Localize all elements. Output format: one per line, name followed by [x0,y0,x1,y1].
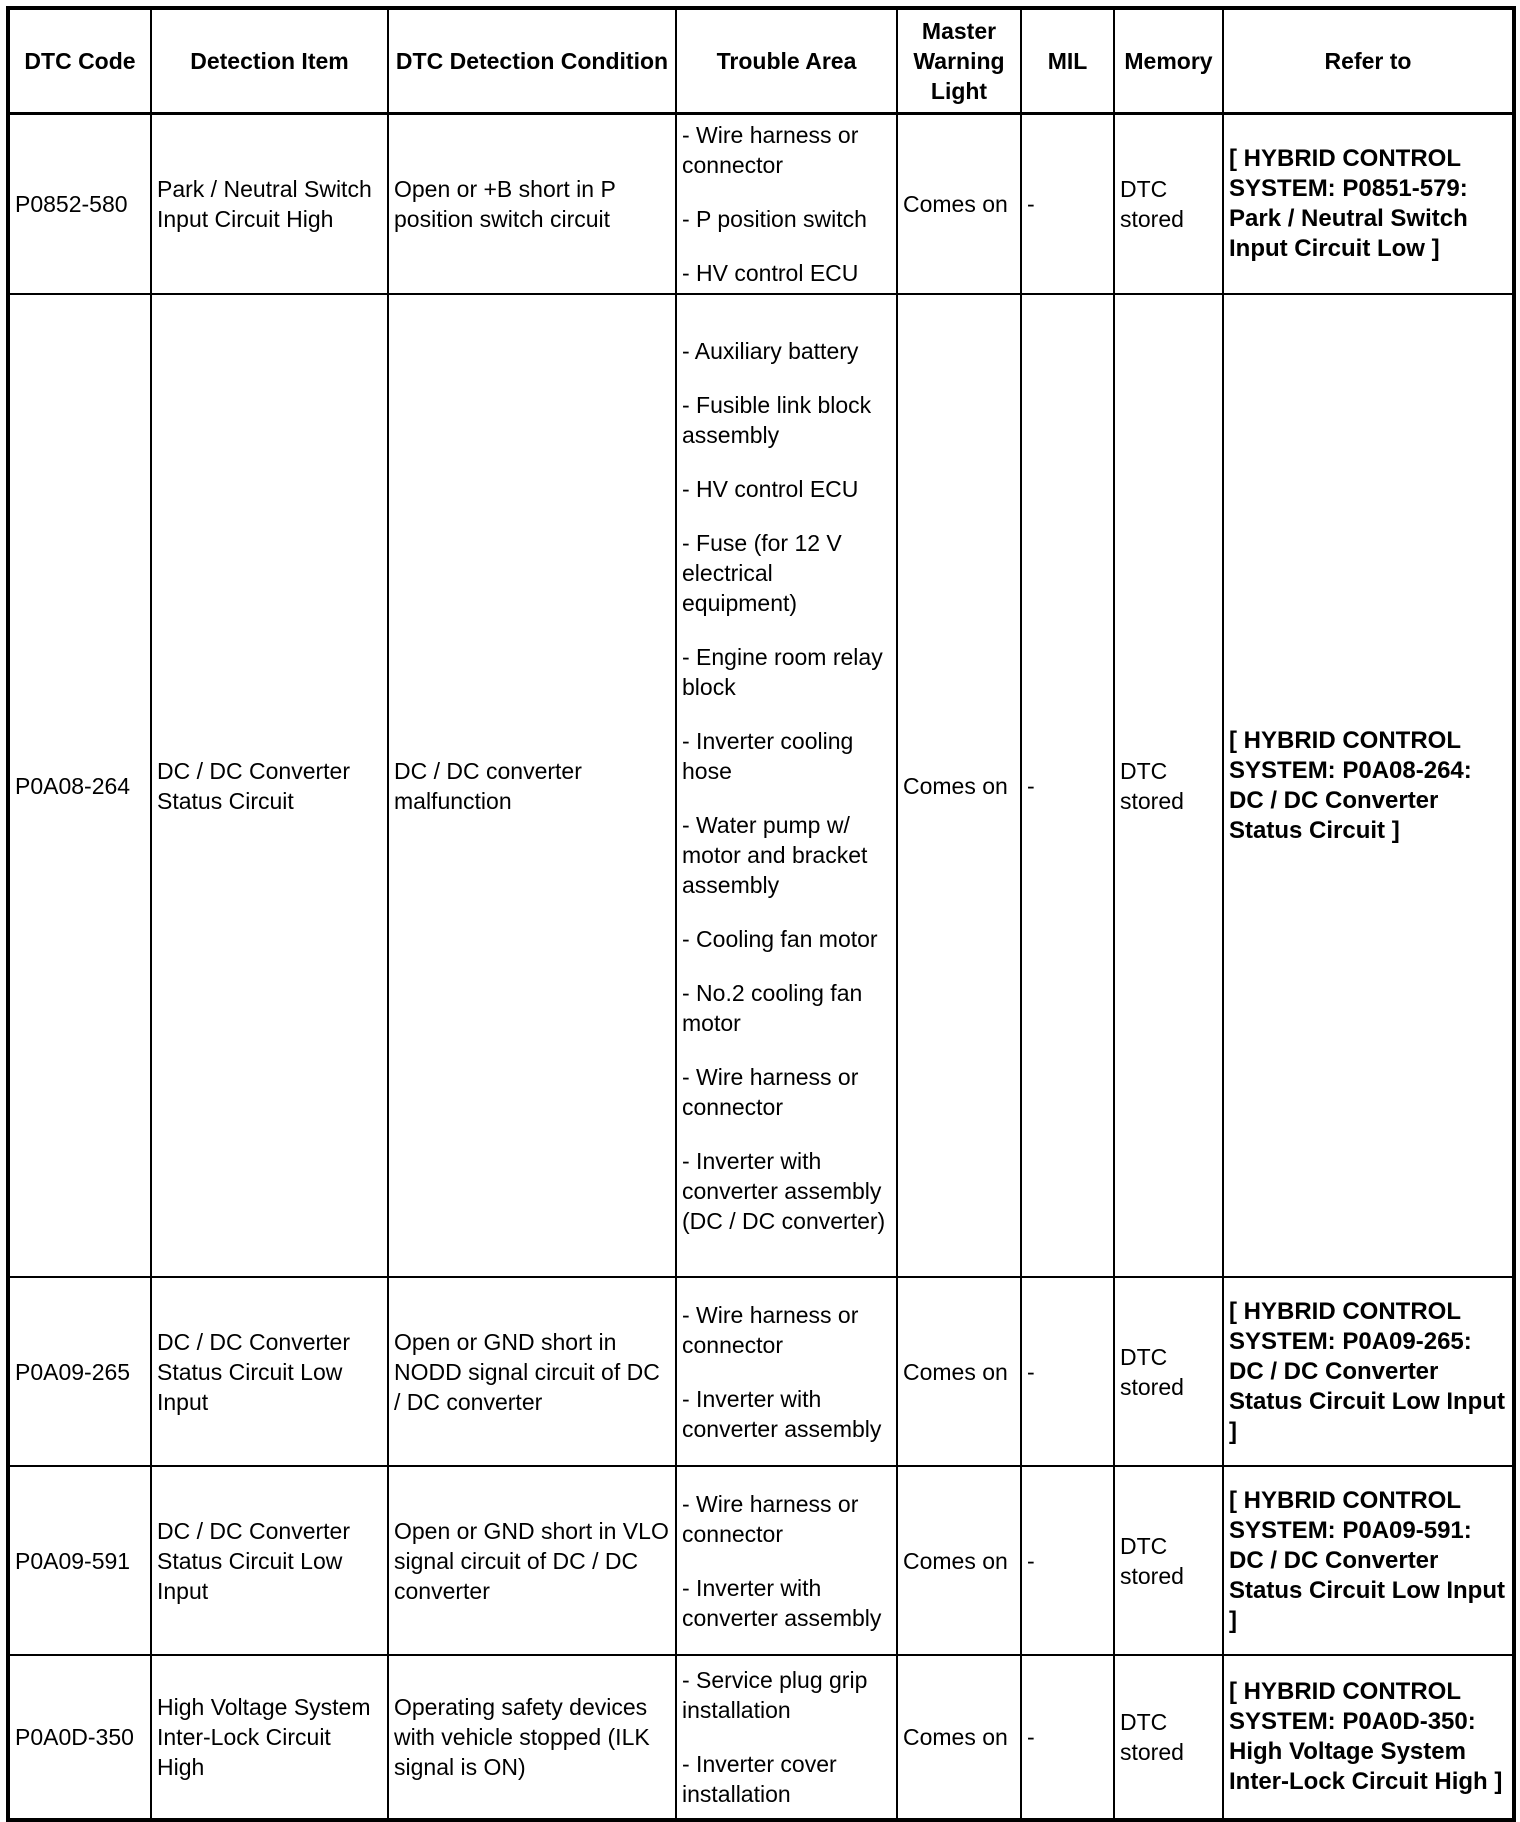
trouble-area-item: - Fusible link block assembly [682,391,872,448]
memory-cell: DTC stored [1114,1466,1223,1655]
table-row [8,113,1514,294]
mil-cell: - [1021,1277,1114,1466]
detection-condition-cell: Operating safety devices with vehicle stopped (ILK signal is ON) [388,1655,676,1820]
trouble-area-cell [676,113,897,294]
table-row [8,1655,1514,1820]
trouble-area-item: - HV control ECU [682,259,859,286]
trouble-area-item: - P position switch [682,205,867,232]
header-trouble-area: Trouble Area [676,8,897,113]
table-row [8,1466,1514,1655]
trouble-area-cell [676,294,897,1277]
master-warning-cell: Comes on [897,294,1021,1277]
memory-cell: DTC stored [1114,1277,1223,1466]
detection-condition-cell: Open or +B short in P position switch circuit [388,113,676,294]
table-body [8,113,1514,1820]
memory-cell: DTC stored [1114,294,1223,1277]
detection-item-cell: DC / DC Converter Status Circuit [151,294,388,1277]
master-warning-cell: Comes on [897,1277,1021,1466]
header-detection-item: Detection Item [151,8,388,113]
detection-condition-cell: Open or GND short in VLO signal circuit of DC / DC converter [388,1466,676,1655]
dtc-code-cell: P0A09-591 [8,1466,151,1655]
trouble-area-item: - Water pump w/ motor and bracket assembly [682,811,868,898]
trouble-area-item: - Wire harness or connector [682,1490,859,1547]
trouble-area-item: - Fuse (for 12 V electrical equipment) [682,529,842,616]
trouble-area-item: - Wire harness or connector [682,1301,859,1358]
trouble-area-item: - No.2 cooling fan motor [682,979,863,1036]
table-row [8,1277,1514,1466]
trouble-area-item: - Cooling fan motor [682,925,878,952]
refer-to-cell: [ HYBRID CONTROL SYSTEM: P0A0D-350: High Voltage System Inter-Lock Circuit High ] [1223,1655,1514,1820]
detection-item-cell: High Voltage System Inter-Lock Circuit High [151,1655,388,1820]
detection-condition-cell: Open or GND short in NODD signal circuit of DC / DC converter [388,1277,676,1466]
table-row [8,294,1514,1277]
header-refer-to: Refer to [1223,8,1514,113]
trouble-area-cell [676,1655,897,1820]
mil-cell: - [1021,113,1114,294]
refer-to-cell: [ HYBRID CONTROL SYSTEM: P0A08-264: DC / DC Converter Status Circuit ] [1223,294,1514,1277]
header-mil: MIL [1021,8,1114,113]
trouble-area-cell [676,1277,897,1466]
detection-item-cell: DC / DC Converter Status Circuit Low Input [151,1277,388,1466]
memory-cell: DTC stored [1114,113,1223,294]
header-master-warning-light: Master Warning Light [897,8,1021,113]
trouble-area-item: - Wire harness or connector [682,1063,859,1120]
trouble-area-item: - Inverter with converter assembly [682,1574,882,1631]
dtc-code-cell: P0A0D-350 [8,1655,151,1820]
trouble-area-item: - Inverter with converter assembly [682,1385,882,1442]
trouble-area-item: - Inverter cooling hose [682,727,854,784]
mil-cell: - [1021,1466,1114,1655]
dtc-code-cell: P0852-580 [8,113,151,294]
refer-to-cell: [ HYBRID CONTROL SYSTEM: P0851-579: Park / Neutral Switch Input Circuit Low ] [1223,113,1514,294]
master-warning-cell: Comes on [897,1655,1021,1820]
trouble-area-cell [676,1466,897,1655]
mil-cell: - [1021,294,1114,1277]
dtc-table [6,6,1516,1822]
dtc-code-cell: P0A09-265 [8,1277,151,1466]
header-detection-condition: DTC Detection Condition [388,8,676,113]
refer-to-cell: [ HYBRID CONTROL SYSTEM: P0A09-591: DC / DC Converter Status Circuit Low Input ] [1223,1466,1514,1655]
refer-to-cell: [ HYBRID CONTROL SYSTEM: P0A09-265: DC / DC Converter Status Circuit Low Input ] [1223,1277,1514,1466]
trouble-area-item: - Inverter cover installation [682,1751,837,1807]
header-dtc-code: DTC Code [8,8,151,113]
header-memory: Memory [1114,8,1223,113]
trouble-area-item: - Inverter with converter assembly (DC / DC converter) [682,1147,886,1234]
detection-item-cell: DC / DC Converter Status Circuit Low Input [151,1466,388,1655]
master-warning-cell: Comes on [897,113,1021,294]
trouble-area-item: - Engine room relay block [682,643,883,700]
memory-cell: DTC stored [1114,1655,1223,1820]
detection-condition-cell: DC / DC converter malfunction [388,294,676,1277]
trouble-area-item: - HV control ECU [682,475,859,502]
trouble-area-item: - Auxiliary battery [682,337,859,364]
master-warning-cell: Comes on [897,1466,1021,1655]
trouble-area-item: - Wire harness or connector [682,121,859,178]
detection-item-cell: Park / Neutral Switch Input Circuit High [151,113,388,294]
dtc-code-cell: P0A08-264 [8,294,151,1277]
trouble-area-item: - Service plug grip installation [682,1667,868,1723]
mil-cell: - [1021,1655,1114,1820]
header-row [8,8,1514,113]
